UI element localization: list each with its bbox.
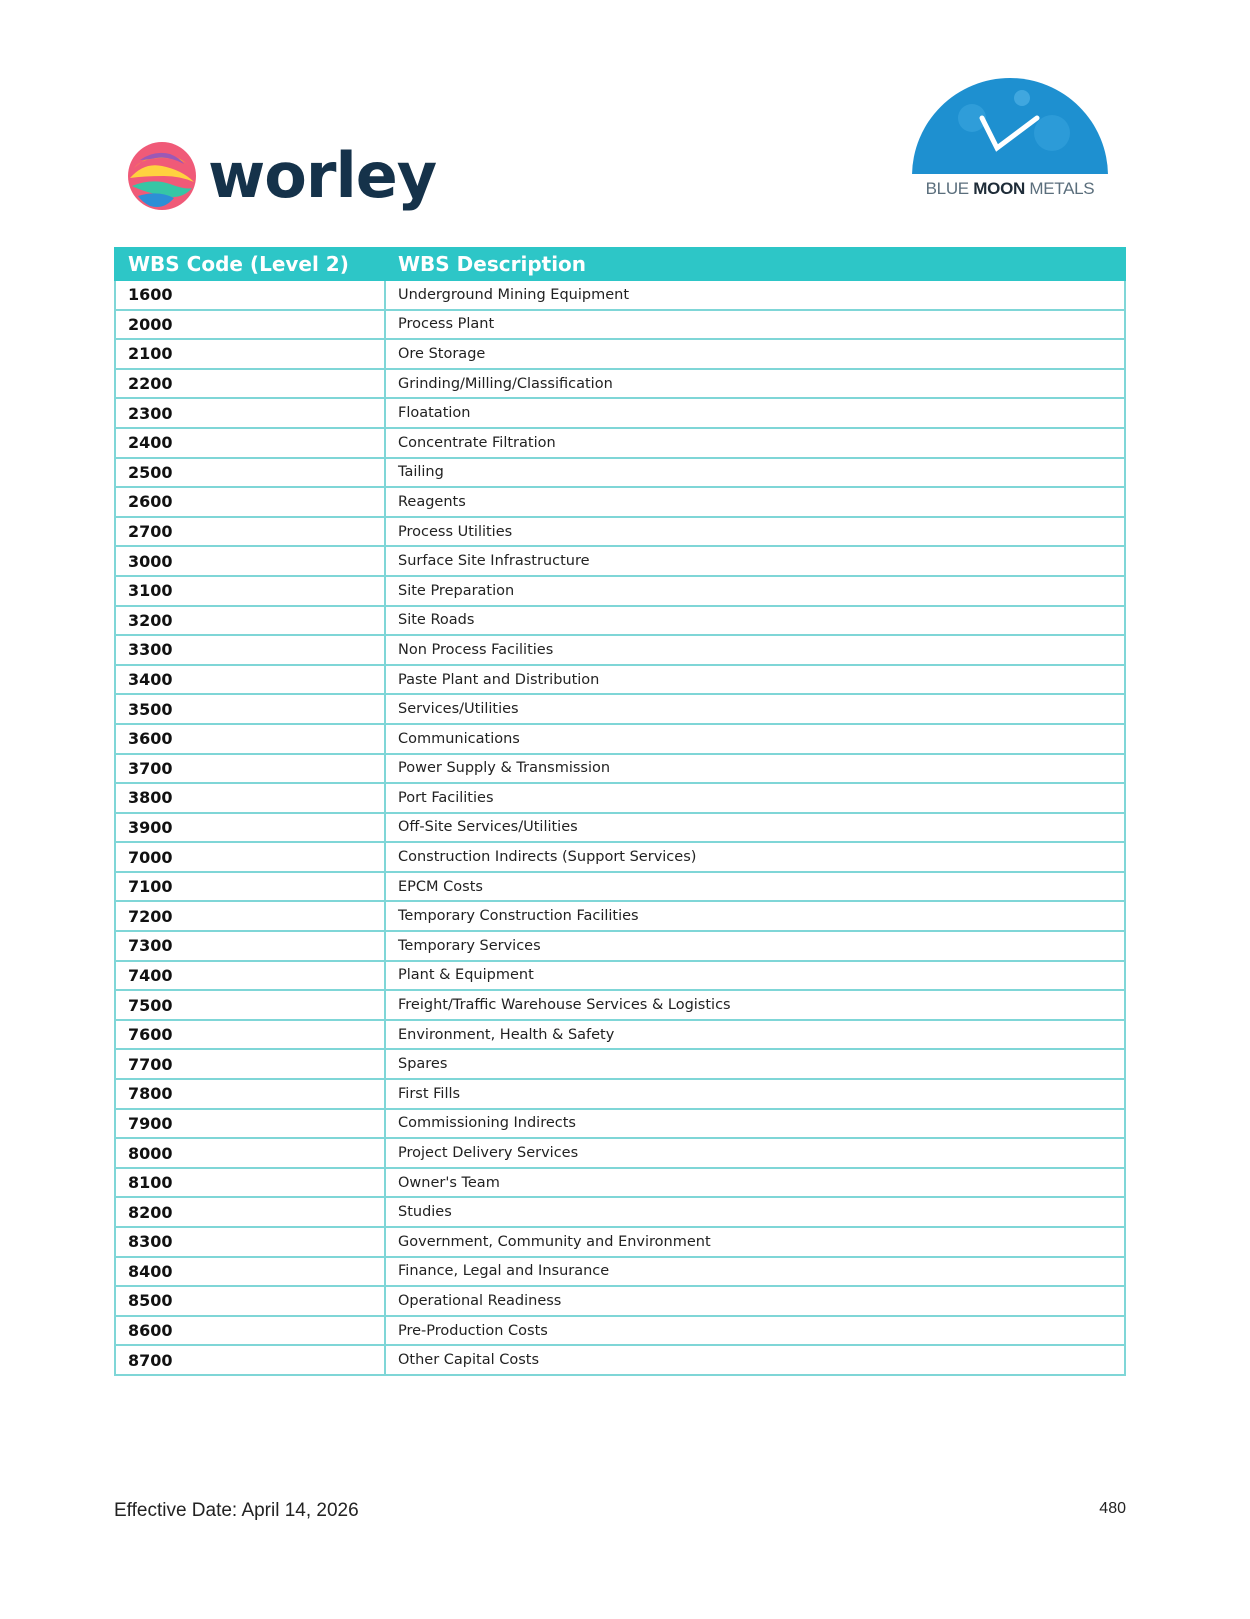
wbs-description-cell: Spares — [385, 1049, 1125, 1079]
wbs-code-cell: 8400 — [115, 1257, 385, 1287]
wbs-description-cell: Site Preparation — [385, 576, 1125, 606]
table-row — [115, 369, 1125, 399]
table-row — [115, 1168, 1125, 1198]
table-row — [115, 576, 1125, 606]
worley-logo-text: worley — [208, 139, 437, 212]
table-row — [115, 606, 1125, 636]
table-row — [115, 724, 1125, 754]
wbs-description-cell: Temporary Construction Facilities — [385, 901, 1125, 931]
table-row — [115, 1109, 1125, 1139]
wbs-code-cell: 8100 — [115, 1168, 385, 1198]
wbs-description-cell: Power Supply & Transmission — [385, 754, 1125, 784]
table-row — [115, 1138, 1125, 1168]
table-row — [115, 694, 1125, 724]
table-row — [115, 280, 1125, 310]
wbs-code-cell: 3900 — [115, 813, 385, 843]
wbs-description-cell: Owner's Team — [385, 1168, 1125, 1198]
wbs-description-cell: Finance, Legal and Insurance — [385, 1257, 1125, 1287]
wbs-description-cell: Communications — [385, 724, 1125, 754]
wbs-code-cell: 8000 — [115, 1138, 385, 1168]
wbs-description-cell: Off-Site Services/Utilities — [385, 813, 1125, 843]
table-row — [115, 339, 1125, 369]
table-body — [115, 280, 1125, 1375]
wbs-code-cell: 3000 — [115, 546, 385, 576]
wbs-code-cell: 3100 — [115, 576, 385, 606]
table-row — [115, 931, 1125, 961]
table-row — [115, 310, 1125, 340]
wbs-description-cell: Paste Plant and Distribution — [385, 665, 1125, 695]
table-row — [115, 428, 1125, 458]
wbs-code-cell: 2500 — [115, 458, 385, 488]
wbs-code-cell: 1600 — [115, 280, 385, 310]
table-row — [115, 961, 1125, 991]
col-header-wbs-description: WBS Description — [385, 248, 1125, 280]
table-row — [115, 754, 1125, 784]
wbs-code-cell: 2200 — [115, 369, 385, 399]
wbs-code-cell: 3600 — [115, 724, 385, 754]
table-row — [115, 546, 1125, 576]
wbs-code-cell: 2000 — [115, 310, 385, 340]
wbs-code-cell: 7600 — [115, 1020, 385, 1050]
wbs-description-cell: Grinding/Milling/Classification — [385, 369, 1125, 399]
page-number: 480 — [1099, 1500, 1126, 1517]
wbs-description-cell: EPCM Costs — [385, 872, 1125, 902]
worley-swirl-icon — [124, 138, 200, 214]
wbs-code-cell: 3200 — [115, 606, 385, 636]
wbs-code-cell: 8500 — [115, 1286, 385, 1316]
table-row — [115, 842, 1125, 872]
table-row — [115, 1345, 1125, 1375]
wbs-code-cell: 2300 — [115, 398, 385, 428]
wbs-code-cell: 2400 — [115, 428, 385, 458]
wbs-code-cell: 8700 — [115, 1345, 385, 1375]
wbs-description-cell: Construction Indirects (Support Services) — [385, 842, 1125, 872]
moon-icon — [912, 78, 1108, 178]
wbs-description-cell: Services/Utilities — [385, 694, 1125, 724]
wbs-code-cell: 2100 — [115, 339, 385, 369]
wbs-code-cell: 8600 — [115, 1316, 385, 1346]
table-row — [115, 872, 1125, 902]
wbs-description-cell: Freight/Traffic Warehouse Services & Logistics — [385, 990, 1125, 1020]
wbs-description-cell: Reagents — [385, 487, 1125, 517]
wbs-code-cell: 7800 — [115, 1079, 385, 1109]
worley-logo — [124, 136, 436, 216]
table-row — [115, 901, 1125, 931]
table-row — [115, 1286, 1125, 1316]
wbs-code-cell: 3400 — [115, 665, 385, 695]
wbs-code-cell: 7900 — [115, 1109, 385, 1139]
wbs-code-cell: 7200 — [115, 901, 385, 931]
wbs-code-cell: 8300 — [115, 1227, 385, 1257]
wbs-description-cell: Process Plant — [385, 310, 1125, 340]
wbs-description-cell: Operational Readiness — [385, 1286, 1125, 1316]
wbs-code-cell: 7700 — [115, 1049, 385, 1079]
wbs-table — [114, 247, 1126, 1376]
wbs-description-cell: Studies — [385, 1197, 1125, 1227]
wbs-description-cell: Commissioning Indirects — [385, 1109, 1125, 1139]
wbs-description-cell: Other Capital Costs — [385, 1345, 1125, 1375]
wbs-code-cell: 7400 — [115, 961, 385, 991]
wbs-description-cell: Floatation — [385, 398, 1125, 428]
wbs-description-cell: Surface Site Infrastructure — [385, 546, 1125, 576]
wbs-code-cell: 3700 — [115, 754, 385, 784]
wbs-code-cell: 3300 — [115, 635, 385, 665]
effective-date: Effective Date: April 14, 2026 — [114, 1500, 359, 1521]
wbs-description-cell: First Fills — [385, 1079, 1125, 1109]
table-row — [115, 1227, 1125, 1257]
table-row — [115, 665, 1125, 695]
wbs-description-cell: Underground Mining Equipment — [385, 280, 1125, 310]
wbs-description-cell: Project Delivery Services — [385, 1138, 1125, 1168]
wbs-code-cell: 2700 — [115, 517, 385, 547]
table-row — [115, 398, 1125, 428]
table-row — [115, 1316, 1125, 1346]
table-row — [115, 487, 1125, 517]
wbs-code-cell: 7500 — [115, 990, 385, 1020]
table-header-row — [115, 248, 1125, 280]
wbs-description-cell: Temporary Services — [385, 931, 1125, 961]
col-header-wbs-code: WBS Code (Level 2) — [115, 248, 385, 280]
table-row — [115, 783, 1125, 813]
table-row — [115, 517, 1125, 547]
table-row — [115, 1197, 1125, 1227]
wbs-code-cell: 3500 — [115, 694, 385, 724]
wbs-description-cell: Pre-Production Costs — [385, 1316, 1125, 1346]
wbs-description-cell: Concentrate Filtration — [385, 428, 1125, 458]
wbs-code-cell: 7100 — [115, 872, 385, 902]
table-row — [115, 635, 1125, 665]
table-row — [115, 813, 1125, 843]
table-row — [115, 1079, 1125, 1109]
wbs-description-cell: Environment, Health & Safety — [385, 1020, 1125, 1050]
wbs-code-cell: 7300 — [115, 931, 385, 961]
blue-moon-metals-wordmark: BLUE MOON METALS — [925, 179, 1095, 198]
wbs-description-cell: Non Process Facilities — [385, 635, 1125, 665]
table-row — [115, 1257, 1125, 1287]
wbs-description-cell: Site Roads — [385, 606, 1125, 636]
blue-moon-metals-logo — [912, 78, 1108, 198]
table-row — [115, 458, 1125, 488]
wbs-code-cell: 7000 — [115, 842, 385, 872]
wbs-description-cell: Port Facilities — [385, 783, 1125, 813]
table-row — [115, 1020, 1125, 1050]
wbs-description-cell: Ore Storage — [385, 339, 1125, 369]
wbs-description-cell: Plant & Equipment — [385, 961, 1125, 991]
wbs-description-cell: Tailing — [385, 458, 1125, 488]
table-row — [115, 990, 1125, 1020]
wbs-code-cell: 8200 — [115, 1197, 385, 1227]
wbs-description-cell: Process Utilities — [385, 517, 1125, 547]
table-row — [115, 1049, 1125, 1079]
wbs-code-cell: 2600 — [115, 487, 385, 517]
wbs-description-cell: Government, Community and Environment — [385, 1227, 1125, 1257]
wbs-code-cell: 3800 — [115, 783, 385, 813]
